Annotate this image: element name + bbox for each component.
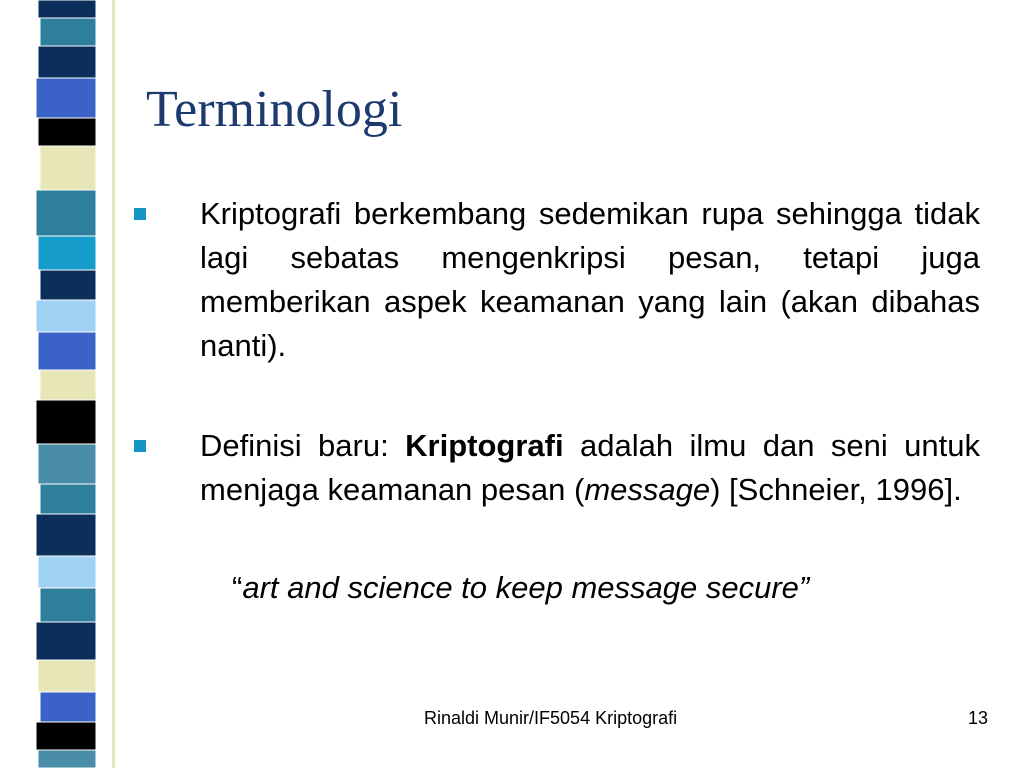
strip-tile — [36, 722, 96, 750]
definition-suffix: ) [Schneier, 1996]. — [710, 472, 962, 507]
strip-tile — [38, 0, 96, 18]
strip-tile — [40, 692, 96, 722]
strip-edge-line — [112, 0, 115, 768]
definition-prefix: Definisi baru: — [200, 428, 406, 463]
strip-tile — [38, 444, 96, 484]
decorative-strip-tiles — [0, 0, 118, 768]
strip-tile — [38, 660, 96, 692]
strip-tile — [36, 78, 96, 118]
decorative-strip — [0, 0, 118, 768]
bullet-text-1: Kriptografi berkembang sedemikan rupa sehingga tidak lagi sebatas mengenkripsi pesan, tetapi juga memberikan aspek keamanan yang lain (akan dibahas nanti). — [200, 196, 980, 363]
square-bullet-icon — [134, 208, 146, 220]
strip-tile — [38, 236, 96, 270]
strip-tile — [36, 400, 96, 444]
strip-tile — [40, 270, 96, 300]
strip-tile — [36, 514, 96, 556]
english-quote — [232, 566, 809, 610]
strip-tile — [40, 370, 96, 400]
strip-tile — [38, 750, 96, 768]
strip-tile — [40, 484, 96, 514]
strip-tile — [38, 46, 96, 78]
strip-tile — [38, 556, 96, 588]
bullet-text-2 — [200, 424, 980, 512]
term-kriptografi: Kriptografi — [405, 428, 564, 463]
strip-tile — [36, 300, 96, 332]
footer-author-course: Rinaldi Munir/IF5054 Kriptografi — [424, 708, 678, 728]
quote-open-mark: “ — [232, 570, 243, 605]
strip-tile — [38, 118, 96, 146]
strip-tile — [36, 190, 96, 236]
square-bullet-icon — [134, 440, 146, 452]
definition-middle: adalah ilmu dan seni untuk menjaga keamanan pesan ( — [200, 428, 981, 507]
slide-title: Terminologi — [146, 81, 403, 138]
quote-text: art and science to keep message secure” — [242, 570, 810, 605]
strip-tile — [40, 146, 96, 190]
term-message: message — [584, 472, 711, 507]
strip-tile — [40, 588, 96, 622]
footer-page-number: 13 — [968, 708, 989, 728]
strip-tile — [40, 18, 96, 46]
strip-tile — [36, 622, 96, 660]
strip-tile — [38, 332, 96, 370]
